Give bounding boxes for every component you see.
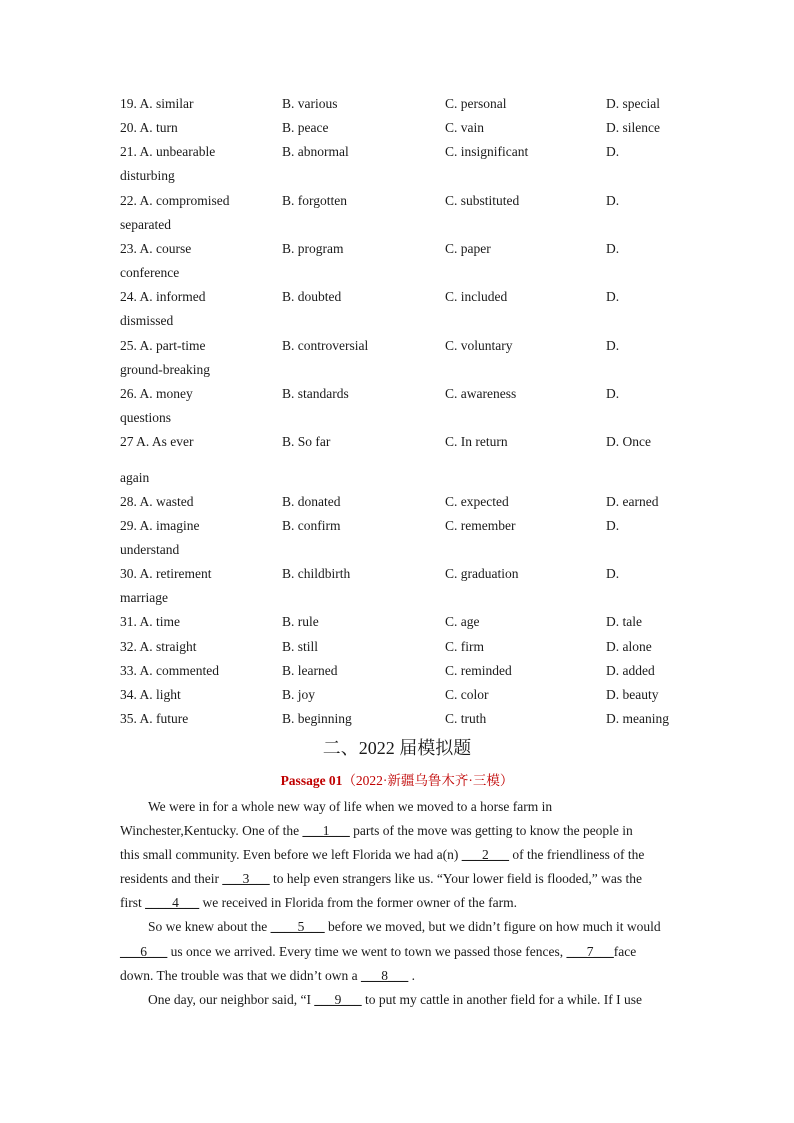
option-d-wrapped-text: questions [120, 410, 172, 425]
question-number: 19. A. [120, 96, 153, 111]
blank-8: ___8___ [360, 968, 409, 983]
option-a [120, 336, 206, 356]
option-c: C. reminded [445, 663, 512, 678]
option-a [120, 564, 212, 584]
question-number: 26. A. [120, 386, 153, 401]
option-a-text: informed [156, 289, 206, 304]
blank-5: ____5___ [270, 919, 325, 934]
option-row [120, 685, 680, 705]
question-number: 24. A. [120, 289, 153, 304]
option-d: D. [606, 566, 620, 581]
option-d: D. [606, 518, 620, 533]
option-row [120, 94, 680, 114]
option-row [120, 612, 680, 632]
option-d-wrapped-text: separated [120, 217, 171, 232]
option-a [120, 432, 194, 452]
option-a [120, 661, 219, 681]
option-row [120, 432, 680, 452]
option-a [120, 239, 191, 259]
option-d: D. [606, 144, 620, 159]
option-a-text: straight [156, 639, 197, 654]
option-row [120, 516, 680, 536]
passage-title [0, 771, 794, 791]
option-a [120, 287, 206, 307]
option-a-text: imagine [156, 518, 200, 533]
option-b: B. controversial [282, 338, 369, 353]
option-d-wrapped-text: disturbing [120, 168, 175, 183]
option-row [120, 336, 680, 356]
question-number: 32. A. [120, 639, 153, 654]
blank-2: ___2___ [461, 847, 510, 862]
option-row [120, 709, 680, 729]
option-a [120, 516, 200, 536]
option-d-wrapped-text: again [120, 470, 150, 485]
passage-source: （2022·新疆乌鲁木齐·三模） [342, 773, 514, 788]
question-number: 27 A. [120, 434, 150, 449]
option-row [120, 637, 680, 657]
passage-line: residents and their ___3___ to help even strangers like us. “Your lower field is flooded,” was the [120, 871, 643, 886]
option-row [120, 191, 680, 211]
question-number: 21. A. [120, 144, 153, 159]
option-a [120, 191, 230, 211]
option-a-text: future [156, 711, 189, 726]
option-a [120, 94, 194, 114]
option-d: D. silence [606, 120, 660, 135]
option-b: B. So far [282, 434, 331, 449]
option-d-wrapped-text: dismissed [120, 313, 174, 328]
option-b: B. standards [282, 386, 349, 401]
passage-line: One day, our neighbor said, “I ___9___ to put my cattle in another field for a while. If I use [148, 992, 642, 1007]
option-a-text: unbearable [156, 144, 216, 159]
passage-line: ___6___ us once we arrived. Every time we went to town we passed those fences, ___7___face [120, 944, 637, 959]
passage-line: this small community. Even before we left Florida we had a(n) ___2___ of the friendliness of the [120, 847, 645, 862]
option-b: B. still [282, 639, 319, 654]
option-a-text: time [156, 614, 181, 629]
option-d: D. [606, 386, 620, 401]
option-a [120, 685, 181, 705]
question-number: 22. A. [120, 193, 153, 208]
option-c: C. firm [445, 639, 484, 654]
option-d: D. [606, 193, 620, 208]
option-b: B. rule [282, 614, 319, 629]
option-b: B. confirm [282, 518, 341, 533]
question-number: 35. A. [120, 711, 153, 726]
option-d: D. added [606, 663, 655, 678]
option-a-text: As ever [151, 434, 194, 449]
option-a-text: part-time [156, 338, 206, 353]
option-d-wrapped-text: conference [120, 265, 180, 280]
option-b: B. doubted [282, 289, 342, 304]
passage-line: Winchester,Kentucky. One of the ___1___ parts of the move was getting to know the people in [120, 823, 633, 838]
option-d: D. beauty [606, 687, 659, 702]
option-a-text: retirement [156, 566, 212, 581]
option-c: C. included [445, 289, 508, 304]
option-a-text: wasted [156, 494, 194, 509]
option-c: C. substituted [445, 193, 520, 208]
option-d: D. [606, 338, 620, 353]
option-d: D. [606, 241, 620, 256]
passage-line: down. The trouble was that we didn’t own a ___8___ . [120, 968, 415, 983]
option-b: B. learned [282, 663, 338, 678]
question-number: 30. A. [120, 566, 153, 581]
option-c: C. insignificant [445, 144, 529, 159]
passage-line: first ____4___ we received in Florida from the former owner of the farm. [120, 895, 518, 910]
option-d: D. meaning [606, 711, 669, 726]
option-b: B. donated [282, 494, 341, 509]
option-b: B. peace [282, 120, 329, 135]
option-a-text: similar [156, 96, 194, 111]
question-number: 29. A. [120, 518, 153, 533]
option-c: C. graduation [445, 566, 519, 581]
option-a-text: money [156, 386, 193, 401]
option-row [120, 142, 680, 162]
option-a [120, 709, 188, 729]
option-d: D. tale [606, 614, 642, 629]
option-a-text: compromised [156, 193, 230, 208]
passage-line: We were in for a whole new way of life when we moved to a horse farm in [148, 799, 553, 814]
option-b: B. various [282, 96, 338, 111]
blank-4: ____4___ [145, 895, 200, 910]
question-number: 20. A. [120, 120, 153, 135]
option-row [120, 239, 680, 259]
blank-1: ___1___ [302, 823, 350, 838]
question-number: 23. A. [120, 241, 153, 256]
passage-line: So we knew about the ____5___ before we moved, but we didn’t figure on how much it would [148, 919, 661, 934]
question-number: 28. A. [120, 494, 153, 509]
option-row [120, 287, 680, 307]
blank-9: ___9___ [314, 992, 362, 1007]
option-b: B. forgotten [282, 193, 347, 208]
option-b: B. program [282, 241, 344, 256]
option-c: C. vain [445, 120, 484, 135]
option-d-wrapped-text: marriage [120, 590, 168, 605]
option-a [120, 384, 193, 404]
option-c: C. In return [445, 434, 508, 449]
option-b: B. abnormal [282, 144, 349, 159]
option-d-wrapped-text: ground-breaking [120, 362, 210, 377]
option-d-wrapped-text: understand [120, 542, 180, 557]
option-a-text: course [156, 241, 192, 256]
option-row [120, 661, 680, 681]
option-b: B. joy [282, 687, 316, 702]
section-title: 二、2022 届模拟题 [322, 738, 472, 758]
option-b: B. beginning [282, 711, 352, 726]
option-a [120, 492, 194, 512]
option-c: C. age [445, 614, 480, 629]
option-d: D. earned [606, 494, 659, 509]
passage-name: Passage 01 [280, 773, 343, 788]
question-number: 33. A. [120, 663, 153, 678]
option-a-text: light [156, 687, 181, 702]
question-number: 25. A. [120, 338, 153, 353]
option-a [120, 142, 215, 162]
option-d: D. special [606, 96, 660, 111]
option-c: C. remember [445, 518, 516, 533]
option-b: B. childbirth [282, 566, 351, 581]
option-c: C. color [445, 687, 489, 702]
question-number: 31. A. [120, 614, 153, 629]
option-d: D. [606, 289, 620, 304]
option-d: D. Once [606, 434, 651, 449]
question-number: 34. A. [120, 687, 153, 702]
option-a [120, 612, 180, 632]
option-a-text: commented [156, 663, 219, 678]
blank-7: ___7___ [566, 944, 614, 959]
option-a [120, 118, 178, 138]
option-d: D. alone [606, 639, 652, 654]
option-c: C. expected [445, 494, 509, 509]
option-c: C. paper [445, 241, 491, 256]
option-c: C. truth [445, 711, 487, 726]
blank-6: ___6___ [120, 944, 168, 959]
option-c: C. personal [445, 96, 507, 111]
option-a-text: turn [156, 120, 178, 135]
option-row [120, 118, 680, 138]
option-a [120, 637, 197, 657]
option-c: C. voluntary [445, 338, 513, 353]
option-row [120, 384, 680, 404]
blank-3: ___3___ [222, 871, 270, 886]
option-c: C. awareness [445, 386, 517, 401]
option-row [120, 492, 680, 512]
option-row [120, 564, 680, 584]
